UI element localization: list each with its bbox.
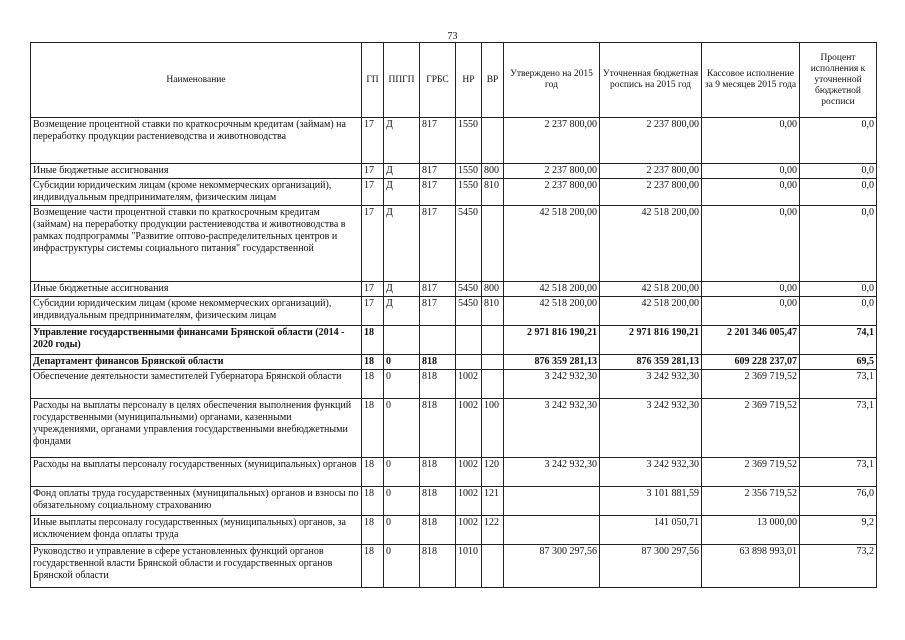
cell-percent: 73,1 [800, 458, 877, 487]
cell-refined: 2 971 816 190,21 [600, 326, 702, 355]
table-row [31, 282, 877, 297]
cell-nr: 5450 [456, 282, 482, 297]
cell-name: Руководство и управление в сфере установленных функций органов государственной власти Брянской области и государственных органов Брянской области [31, 545, 362, 588]
table-row [31, 179, 877, 206]
header-cash: Кассовое исполнение за 9 месяцев 2015 года [702, 43, 800, 118]
cell-percent: 73,1 [800, 399, 877, 458]
cell-name: Департамент финансов Брянской области [31, 355, 362, 370]
table-row [31, 118, 877, 164]
table-row [31, 545, 877, 588]
cell-grbs: 818 [420, 399, 456, 458]
cell-name: Возмещение процентной ставки по краткосрочным кредитам (займам) на переработку продукции растениеводства и животноводства [31, 118, 362, 164]
cell-name: Субсидии юридическим лицам (кроме некоммерческих организаций), индивидуальным предпринимателям, физическим лицам [31, 297, 362, 326]
cell-approved: 3 242 932,30 [504, 399, 600, 458]
cell-name: Расходы на выплаты персоналу в целях обеспечения выполнения функций государственными (муниципальными) органами, казенными учреждениями, органами управления государственными внебюджетными фондами [31, 399, 362, 458]
cell-vr [482, 370, 504, 399]
cell-cash: 0,00 [702, 282, 800, 297]
cell-vr: 810 [482, 297, 504, 326]
cell-vr: 800 [482, 282, 504, 297]
cell-name: Возмещение части процентной ставки по краткосрочным кредитам (займам) на переработку продукции растениеводства и животноводства в рамках подпрограммы "Развитие оптово-распределительных центров и инфраструктуры системы социального питания" государственной [31, 206, 362, 282]
cell-percent: 0,0 [800, 297, 877, 326]
cell-name: Иные бюджетные ассигнования [31, 282, 362, 297]
cell-approved: 2 971 816 190,21 [504, 326, 600, 355]
header-vr: ВР [482, 43, 504, 118]
cell-gp: 18 [362, 516, 384, 545]
table-body [31, 118, 877, 588]
cell-nr: 1002 [456, 399, 482, 458]
cell-percent: 0,0 [800, 282, 877, 297]
cell-vr: 122 [482, 516, 504, 545]
cell-vr [482, 355, 504, 370]
cell-vr [482, 206, 504, 282]
cell-ppgp [384, 326, 420, 355]
cell-cash: 2 201 346 005,47 [702, 326, 800, 355]
cell-cash: 0,00 [702, 297, 800, 326]
cell-approved: 87 300 297,56 [504, 545, 600, 588]
cell-percent: 73,1 [800, 370, 877, 399]
cell-gp: 18 [362, 487, 384, 516]
cell-refined: 42 518 200,00 [600, 282, 702, 297]
cell-approved [504, 487, 600, 516]
cell-grbs [420, 326, 456, 355]
table-row [31, 516, 877, 545]
cell-refined: 3 242 932,30 [600, 458, 702, 487]
header-grbs: ГРБС [420, 43, 456, 118]
cell-cash: 2 369 719,52 [702, 399, 800, 458]
cell-vr [482, 545, 504, 588]
header-approved: Утверждено на 2015 год [504, 43, 600, 118]
cell-grbs: 818 [420, 516, 456, 545]
header-nr: НР [456, 43, 482, 118]
cell-name: Обеспечение деятельности заместителей Губернатора Брянской области [31, 370, 362, 399]
cell-nr [456, 355, 482, 370]
cell-gp: 18 [362, 326, 384, 355]
table-row [31, 399, 877, 458]
cell-vr: 800 [482, 164, 504, 179]
cell-refined: 2 237 800,00 [600, 164, 702, 179]
cell-percent: 0,0 [800, 164, 877, 179]
cell-vr: 120 [482, 458, 504, 487]
cell-gp: 18 [362, 399, 384, 458]
cell-refined: 3 242 932,30 [600, 370, 702, 399]
cell-name: Иные бюджетные ассигнования [31, 164, 362, 179]
cell-grbs: 817 [420, 206, 456, 282]
cell-nr: 1550 [456, 179, 482, 206]
cell-approved: 42 518 200,00 [504, 282, 600, 297]
cell-gp: 18 [362, 355, 384, 370]
cell-gp: 18 [362, 545, 384, 588]
cell-cash: 0,00 [702, 206, 800, 282]
cell-cash: 0,00 [702, 164, 800, 179]
cell-percent: 76,0 [800, 487, 877, 516]
cell-approved: 42 518 200,00 [504, 206, 600, 282]
table-header-row [31, 43, 877, 118]
cell-ppgp: 0 [384, 399, 420, 458]
cell-gp: 18 [362, 370, 384, 399]
cell-cash: 0,00 [702, 118, 800, 164]
cell-gp: 18 [362, 458, 384, 487]
cell-approved: 42 518 200,00 [504, 297, 600, 326]
header-name: Наименование [31, 43, 362, 118]
cell-grbs: 818 [420, 487, 456, 516]
cell-grbs: 817 [420, 282, 456, 297]
cell-grbs: 817 [420, 179, 456, 206]
cell-grbs: 818 [420, 370, 456, 399]
cell-approved: 2 237 800,00 [504, 118, 600, 164]
cell-ppgp: Д [384, 179, 420, 206]
cell-approved: 3 242 932,30 [504, 370, 600, 399]
cell-vr [482, 118, 504, 164]
cell-cash: 2 369 719,52 [702, 370, 800, 399]
cell-refined: 87 300 297,56 [600, 545, 702, 588]
cell-gp: 17 [362, 282, 384, 297]
cell-ppgp: 0 [384, 355, 420, 370]
cell-nr: 1002 [456, 458, 482, 487]
cell-percent: 74,1 [800, 326, 877, 355]
cell-ppgp: 0 [384, 487, 420, 516]
cell-percent: 9,2 [800, 516, 877, 545]
header-gp: ГП [362, 43, 384, 118]
table-row [31, 206, 877, 282]
table-row [31, 370, 877, 399]
cell-vr: 100 [482, 399, 504, 458]
cell-cash: 63 898 993,01 [702, 545, 800, 588]
cell-grbs: 818 [420, 545, 456, 588]
cell-name: Фонд оплаты труда государственных (муниципальных) органов и взносы по обязательному социальному страхованию [31, 487, 362, 516]
table-row [31, 487, 877, 516]
cell-name: Расходы на выплаты персоналу государственных (муниципальных) органов [31, 458, 362, 487]
cell-ppgp: Д [384, 118, 420, 164]
cell-ppgp: Д [384, 206, 420, 282]
cell-cash: 0,00 [702, 179, 800, 206]
cell-refined: 2 237 800,00 [600, 179, 702, 206]
cell-percent: 0,0 [800, 179, 877, 206]
cell-gp: 17 [362, 179, 384, 206]
cell-approved [504, 516, 600, 545]
cell-nr: 5450 [456, 206, 482, 282]
cell-gp: 17 [362, 297, 384, 326]
cell-nr [456, 326, 482, 355]
cell-percent: 0,0 [800, 206, 877, 282]
cell-ppgp: 0 [384, 516, 420, 545]
budget-table [30, 42, 877, 588]
cell-cash: 2 356 719,52 [702, 487, 800, 516]
cell-ppgp: Д [384, 164, 420, 179]
cell-ppgp: 0 [384, 458, 420, 487]
cell-cash: 609 228 237,07 [702, 355, 800, 370]
cell-gp: 17 [362, 206, 384, 282]
cell-ppgp: Д [384, 297, 420, 326]
cell-refined: 42 518 200,00 [600, 297, 702, 326]
table-row [31, 164, 877, 179]
cell-approved: 2 237 800,00 [504, 164, 600, 179]
table-row [31, 355, 877, 370]
table-row [31, 458, 877, 487]
cell-nr: 1002 [456, 516, 482, 545]
cell-percent: 73,2 [800, 545, 877, 588]
cell-grbs: 817 [420, 118, 456, 164]
cell-ppgp: Д [384, 282, 420, 297]
cell-nr: 1002 [456, 487, 482, 516]
cell-gp: 17 [362, 118, 384, 164]
cell-grbs: 817 [420, 164, 456, 179]
cell-percent: 0,0 [800, 118, 877, 164]
cell-vr: 810 [482, 179, 504, 206]
cell-grbs: 818 [420, 355, 456, 370]
cell-gp: 17 [362, 164, 384, 179]
cell-refined: 141 050,71 [600, 516, 702, 545]
cell-grbs: 817 [420, 297, 456, 326]
cell-cash: 13 000,00 [702, 516, 800, 545]
cell-nr: 1550 [456, 164, 482, 179]
cell-ppgp: 0 [384, 545, 420, 588]
cell-refined: 3 242 932,30 [600, 399, 702, 458]
cell-nr: 1010 [456, 545, 482, 588]
cell-approved: 2 237 800,00 [504, 179, 600, 206]
cell-refined: 876 359 281,13 [600, 355, 702, 370]
cell-vr: 121 [482, 487, 504, 516]
page-number: 73 [447, 31, 458, 42]
cell-name: Иные выплаты персоналу государственных (муниципальных) органов, за исключением фонда оплаты труда [31, 516, 362, 545]
cell-nr: 5450 [456, 297, 482, 326]
cell-refined: 3 101 881,59 [600, 487, 702, 516]
cell-cash: 2 369 719,52 [702, 458, 800, 487]
cell-name: Субсидии юридическим лицам (кроме некоммерческих организаций), индивидуальным предпринимателям, физическим лицам [31, 179, 362, 206]
cell-percent: 69,5 [800, 355, 877, 370]
table-row [31, 297, 877, 326]
cell-grbs: 818 [420, 458, 456, 487]
cell-nr: 1550 [456, 118, 482, 164]
cell-refined: 2 237 800,00 [600, 118, 702, 164]
cell-approved: 3 242 932,30 [504, 458, 600, 487]
header-refined: Уточненная бюджетная роспись на 2015 год [600, 43, 702, 118]
cell-name: Управление государственными финансами Брянской области (2014 - 2020 годы) [31, 326, 362, 355]
table-row [31, 326, 877, 355]
cell-refined: 42 518 200,00 [600, 206, 702, 282]
header-percent: Процент исполнения к уточненной бюджетной росписи [800, 43, 877, 118]
cell-ppgp: 0 [384, 370, 420, 399]
cell-nr: 1002 [456, 370, 482, 399]
header-ppgp: ППГП [384, 43, 420, 118]
cell-vr [482, 326, 504, 355]
cell-approved: 876 359 281,13 [504, 355, 600, 370]
